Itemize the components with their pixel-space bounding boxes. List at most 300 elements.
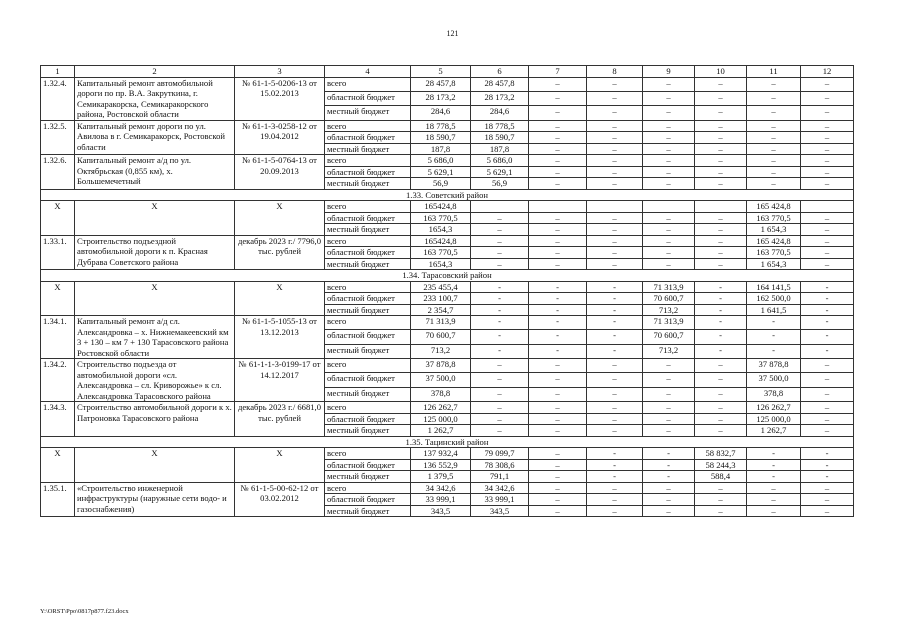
amount-cell: 18 778,5 <box>411 120 471 132</box>
amount-cell: - <box>471 293 529 305</box>
amount-cell: 713,2 <box>411 344 471 358</box>
amount-cell: – <box>643 212 695 224</box>
amount-cell: – <box>695 106 747 120</box>
row-number: 1.34.3. <box>41 402 75 437</box>
amount-cell: – <box>695 178 747 190</box>
amount-cell: - <box>471 316 529 330</box>
amount-cell: – <box>695 212 747 224</box>
amount-cell: – <box>529 471 587 483</box>
column-header: 8 <box>587 66 643 78</box>
amount-cell: – <box>695 425 747 437</box>
amount-cell: – <box>587 91 643 105</box>
amount-cell: – <box>471 235 529 247</box>
amount-cell: - <box>587 293 643 305</box>
amount-cell: – <box>695 482 747 494</box>
amount-cell: – <box>529 212 587 224</box>
amount-cell: – <box>643 505 695 517</box>
amount-cell: – <box>695 166 747 178</box>
amount-cell: – <box>747 505 801 517</box>
amount-cell: 79 099,7 <box>471 448 529 460</box>
amount-cell: 34 342,6 <box>471 482 529 494</box>
amount-cell: 70 600,7 <box>643 330 695 344</box>
amount-cell: - <box>695 316 747 330</box>
amount-cell: 284,6 <box>471 106 529 120</box>
amount-cell: - <box>587 459 643 471</box>
amount-cell: – <box>529 143 587 155</box>
funding-source: всего <box>325 201 411 213</box>
amount-cell: - <box>471 344 529 358</box>
funding-source: областной бюджет <box>325 132 411 144</box>
amount-cell: - <box>695 330 747 344</box>
amount-cell: - <box>587 330 643 344</box>
amount-cell: – <box>587 425 643 437</box>
table-row <box>41 155 854 167</box>
amount-cell: – <box>695 120 747 132</box>
funding-source: местный бюджет <box>325 304 411 316</box>
amount-cell: – <box>695 143 747 155</box>
amount-cell: – <box>471 425 529 437</box>
section-title: 1.33. Советский район <box>41 189 854 201</box>
row-number: 1.32.5. <box>41 120 75 155</box>
amount-cell: – <box>529 247 587 259</box>
funding-source: областной бюджет <box>325 91 411 105</box>
funding-source: всего <box>325 482 411 494</box>
amount-cell: – <box>471 258 529 270</box>
amount-cell: - <box>695 304 747 316</box>
budget-table <box>40 65 854 517</box>
amount-cell: – <box>587 505 643 517</box>
funding-source: местный бюджет <box>325 387 411 401</box>
amount-cell: – <box>529 258 587 270</box>
amount-cell: 58 832,7 <box>695 448 747 460</box>
amount-cell <box>695 201 747 213</box>
amount-cell: 70 600,7 <box>643 293 695 305</box>
amount-cell: - <box>529 304 587 316</box>
amount-cell: – <box>529 132 587 144</box>
amount-cell: 165424,8 <box>411 235 471 247</box>
amount-cell: 137 932,4 <box>411 448 471 460</box>
amount-cell: – <box>695 155 747 167</box>
footer-path: Y:\ORST\Ppo\0817p877.f23.docx <box>40 608 129 615</box>
amount-cell: - <box>529 330 587 344</box>
amount-cell: 18 590,7 <box>471 132 529 144</box>
section-title: 1.34. Тарасовский район <box>41 270 854 282</box>
amount-cell: 28 457,8 <box>411 77 471 91</box>
funding-source: местный бюджет <box>325 344 411 358</box>
amount-cell: - <box>471 330 529 344</box>
column-header: 3 <box>235 66 325 78</box>
amount-cell: – <box>529 482 587 494</box>
amount-cell: - <box>643 471 695 483</box>
row-number: Х <box>41 201 75 236</box>
amount-cell: – <box>801 373 854 387</box>
row-number: 1.35.1. <box>41 482 75 517</box>
amount-cell: – <box>695 247 747 259</box>
amount-cell: – <box>747 143 801 155</box>
amount-cell: 343,5 <box>411 505 471 517</box>
amount-cell: – <box>529 448 587 460</box>
table-row <box>41 316 854 330</box>
amount-cell: – <box>643 247 695 259</box>
amount-cell: - <box>587 281 643 293</box>
funding-source: местный бюджет <box>325 505 411 517</box>
document-ref: № 61-1-5-1055-13 от 13.12.2013 <box>235 316 325 359</box>
amount-cell: – <box>747 482 801 494</box>
amount-cell: – <box>643 143 695 155</box>
amount-cell: - <box>801 304 854 316</box>
funding-source: всего <box>325 235 411 247</box>
header-row <box>41 66 854 78</box>
amount-cell: – <box>587 106 643 120</box>
amount-cell: – <box>801 359 854 373</box>
funding-source: всего <box>325 316 411 330</box>
amount-cell: – <box>471 413 529 425</box>
amount-cell: – <box>801 91 854 105</box>
amount-cell: – <box>529 155 587 167</box>
table-row <box>41 201 854 213</box>
amount-cell: 5 629,1 <box>411 166 471 178</box>
amount-cell: – <box>695 387 747 401</box>
section-title: 1.35. Тацинский район <box>41 436 854 448</box>
document-ref: № 61-1-5-0764-13 от 20.09.2013 <box>235 155 325 190</box>
amount-cell: - <box>801 344 854 358</box>
amount-cell: 343,5 <box>471 505 529 517</box>
amount-cell <box>801 201 854 213</box>
amount-cell: – <box>587 77 643 91</box>
funding-source: местный бюджет <box>325 143 411 155</box>
amount-cell: – <box>801 120 854 132</box>
amount-cell: 37 878,8 <box>411 359 471 373</box>
amount-cell: – <box>801 425 854 437</box>
funding-source: местный бюджет <box>325 224 411 236</box>
amount-cell: – <box>587 155 643 167</box>
amount-cell: – <box>587 247 643 259</box>
row-number: 1.34.2. <box>41 359 75 402</box>
amount-cell: - <box>801 459 854 471</box>
amount-cell: – <box>801 235 854 247</box>
amount-cell: – <box>695 224 747 236</box>
amount-cell: 165 424,8 <box>747 235 801 247</box>
amount-cell: – <box>643 224 695 236</box>
object-name: «Строительство инженерной инфраструктуры (наружные сети водо- и газоснабжения) <box>75 482 235 517</box>
amount-cell: 187,8 <box>411 143 471 155</box>
amount-cell: – <box>529 166 587 178</box>
amount-cell: - <box>471 281 529 293</box>
amount-cell: - <box>747 316 801 330</box>
row-number: Х <box>41 448 75 483</box>
amount-cell <box>529 201 587 213</box>
amount-cell: 58 244,3 <box>695 459 747 471</box>
table-row <box>41 482 854 494</box>
amount-cell: 378,8 <box>411 387 471 401</box>
amount-cell: - <box>695 344 747 358</box>
amount-cell: 713,2 <box>643 344 695 358</box>
amount-cell: – <box>529 178 587 190</box>
amount-cell: – <box>801 258 854 270</box>
amount-cell: – <box>587 212 643 224</box>
amount-cell: – <box>587 258 643 270</box>
document-ref: № 61-1-3-0258-12 от 19.04.2012 <box>235 120 325 155</box>
amount-cell: - <box>801 281 854 293</box>
amount-cell: – <box>529 120 587 132</box>
amount-cell: 28 173,2 <box>411 91 471 105</box>
funding-source: областной бюджет <box>325 330 411 344</box>
amount-cell: – <box>529 413 587 425</box>
document-ref: № 61-1-5-0206-13 от 15.02.2013 <box>235 77 325 120</box>
amount-cell: - <box>587 471 643 483</box>
amount-cell: 78 308,6 <box>471 459 529 471</box>
amount-cell: 34 342,6 <box>411 482 471 494</box>
amount-cell: – <box>587 413 643 425</box>
amount-cell: - <box>747 344 801 358</box>
amount-cell: – <box>529 235 587 247</box>
amount-cell: – <box>695 402 747 414</box>
amount-cell: 1 379,5 <box>411 471 471 483</box>
amount-cell: – <box>801 166 854 178</box>
amount-cell: – <box>643 178 695 190</box>
funding-source: местный бюджет <box>325 178 411 190</box>
amount-cell: 235 455,4 <box>411 281 471 293</box>
amount-cell: – <box>529 91 587 105</box>
amount-cell: – <box>471 387 529 401</box>
section-row <box>41 270 854 282</box>
amount-cell: – <box>747 77 801 91</box>
table-row <box>41 448 854 460</box>
amount-cell: 18 590,7 <box>411 132 471 144</box>
amount-cell: – <box>747 132 801 144</box>
table-row <box>41 235 854 247</box>
amount-cell: 1 654,3 <box>747 258 801 270</box>
amount-cell: 187,8 <box>471 143 529 155</box>
amount-cell: - <box>529 316 587 330</box>
amount-cell: – <box>695 494 747 506</box>
funding-source: всего <box>325 155 411 167</box>
amount-cell: – <box>587 387 643 401</box>
amount-cell: - <box>471 304 529 316</box>
funding-source: всего <box>325 120 411 132</box>
document-ref: Х <box>235 281 325 316</box>
amount-cell: - <box>801 293 854 305</box>
amount-cell: – <box>643 359 695 373</box>
amount-cell <box>587 201 643 213</box>
amount-cell: – <box>747 494 801 506</box>
funding-source: областной бюджет <box>325 373 411 387</box>
amount-cell: – <box>587 132 643 144</box>
amount-cell: - <box>529 281 587 293</box>
amount-cell: – <box>587 235 643 247</box>
amount-cell: – <box>801 224 854 236</box>
amount-cell: 1 262,7 <box>411 425 471 437</box>
funding-source: местный бюджет <box>325 471 411 483</box>
amount-cell: – <box>695 373 747 387</box>
amount-cell: – <box>529 425 587 437</box>
amount-cell: – <box>643 155 695 167</box>
amount-cell: – <box>801 505 854 517</box>
amount-cell: – <box>801 106 854 120</box>
amount-cell: – <box>529 224 587 236</box>
amount-cell: – <box>529 387 587 401</box>
amount-cell: 5 686,0 <box>411 155 471 167</box>
amount-cell: – <box>801 132 854 144</box>
column-header: 11 <box>747 66 801 78</box>
funding-source: всего <box>325 402 411 414</box>
amount-cell: 2 354,7 <box>411 304 471 316</box>
amount-cell: - <box>747 330 801 344</box>
amount-cell <box>471 201 529 213</box>
column-header: 9 <box>643 66 695 78</box>
amount-cell: 125 000,0 <box>411 413 471 425</box>
amount-cell: – <box>587 359 643 373</box>
amount-cell: – <box>471 359 529 373</box>
amount-cell: – <box>695 359 747 373</box>
amount-cell: 125 000,0 <box>747 413 801 425</box>
amount-cell: – <box>801 413 854 425</box>
amount-cell: – <box>643 482 695 494</box>
object-name: Капитальный ремонт автомобильной дороги по пр. В.А. Закруткина, г. Семикаракорска, Семикаракорского района, Ростовской области <box>75 77 235 120</box>
amount-cell: 1 262,7 <box>747 425 801 437</box>
amount-cell: – <box>529 505 587 517</box>
amount-cell: – <box>695 91 747 105</box>
table-body <box>41 66 854 517</box>
amount-cell: – <box>643 494 695 506</box>
row-number: Х <box>41 281 75 316</box>
table-row <box>41 359 854 373</box>
funding-source: областной бюджет <box>325 166 411 178</box>
amount-cell: 164 141,5 <box>747 281 801 293</box>
amount-cell: – <box>695 235 747 247</box>
amount-cell: 5 629,1 <box>471 166 529 178</box>
amount-cell: - <box>801 316 854 330</box>
row-number: 1.32.6. <box>41 155 75 190</box>
amount-cell: - <box>801 471 854 483</box>
amount-cell: 71 313,9 <box>643 316 695 330</box>
amount-cell: - <box>801 330 854 344</box>
document-ref: № 61-1-1-3-0199-17 от 14.12.2017 <box>235 359 325 402</box>
amount-cell: 588,4 <box>695 471 747 483</box>
document-ref: Х <box>235 201 325 236</box>
object-name: Х <box>75 448 235 483</box>
amount-cell: 33 999,1 <box>471 494 529 506</box>
column-header: 12 <box>801 66 854 78</box>
amount-cell: 37 878,8 <box>747 359 801 373</box>
amount-cell: – <box>801 247 854 259</box>
amount-cell: – <box>529 359 587 373</box>
amount-cell: – <box>643 387 695 401</box>
amount-cell: 378,8 <box>747 387 801 401</box>
amount-cell: – <box>587 224 643 236</box>
amount-cell: 56,9 <box>411 178 471 190</box>
amount-cell: – <box>529 459 587 471</box>
amount-cell: – <box>801 402 854 414</box>
amount-cell: 71 313,9 <box>643 281 695 293</box>
page-number: 121 <box>446 29 459 38</box>
amount-cell: – <box>643 235 695 247</box>
amount-cell: - <box>529 293 587 305</box>
amount-cell: – <box>587 178 643 190</box>
table-row <box>41 77 854 91</box>
amount-cell: – <box>801 155 854 167</box>
amount-cell: 284,6 <box>411 106 471 120</box>
amount-cell: – <box>801 494 854 506</box>
amount-cell <box>643 201 695 213</box>
amount-cell: - <box>529 344 587 358</box>
amount-cell: – <box>747 120 801 132</box>
funding-source: всего <box>325 281 411 293</box>
funding-source: местный бюджет <box>325 258 411 270</box>
amount-cell: 163 770,5 <box>747 212 801 224</box>
amount-cell: – <box>471 373 529 387</box>
amount-cell: – <box>643 132 695 144</box>
amount-cell: 791,1 <box>471 471 529 483</box>
amount-cell: – <box>529 494 587 506</box>
amount-cell: – <box>587 402 643 414</box>
row-number: 1.33.1. <box>41 235 75 270</box>
amount-cell: 126 262,7 <box>411 402 471 414</box>
object-name: Строительство автомобильной дороги к х. Патроновка Тарасовского района <box>75 402 235 437</box>
amount-cell: – <box>643 425 695 437</box>
document-ref: Х <box>235 448 325 483</box>
amount-cell: 1 654,3 <box>747 224 801 236</box>
amount-cell: – <box>643 106 695 120</box>
document-ref: декабрь 2023 г./ 7796,0 тыс. рублей <box>235 235 325 270</box>
funding-source: местный бюджет <box>325 106 411 120</box>
funding-source: областной бюджет <box>325 413 411 425</box>
amount-cell: 18 778,5 <box>471 120 529 132</box>
amount-cell: – <box>471 247 529 259</box>
amount-cell: 1 641,5 <box>747 304 801 316</box>
funding-source: областной бюджет <box>325 293 411 305</box>
amount-cell: 28 173,2 <box>471 91 529 105</box>
column-header: 5 <box>411 66 471 78</box>
table-row <box>41 402 854 414</box>
table-row <box>41 120 854 132</box>
object-name: Строительство подъездной автомобильной дороги к п. Красная Дубрава Советского района <box>75 235 235 270</box>
funding-source: всего <box>325 77 411 91</box>
funding-source: областной бюджет <box>325 459 411 471</box>
object-name: Строительство подъезда от автомобильной дороги «сл. Александровка – сл. Криворожье» к сл. Александровка Тарасовского района <box>75 359 235 402</box>
document-ref: декабрь 2023 г./ 6681,0 тыс. рублей <box>235 402 325 437</box>
funding-source: всего <box>325 448 411 460</box>
amount-cell: - <box>587 304 643 316</box>
amount-cell: – <box>471 402 529 414</box>
amount-cell: 163 770,5 <box>411 247 471 259</box>
amount-cell: - <box>747 459 801 471</box>
amount-cell: – <box>747 178 801 190</box>
amount-cell: 136 552,9 <box>411 459 471 471</box>
amount-cell: – <box>529 77 587 91</box>
funding-source: местный бюджет <box>325 425 411 437</box>
amount-cell: – <box>587 494 643 506</box>
amount-cell: – <box>643 402 695 414</box>
amount-cell: – <box>695 258 747 270</box>
amount-cell: 71 313,9 <box>411 316 471 330</box>
amount-cell: – <box>643 258 695 270</box>
amount-cell: - <box>587 316 643 330</box>
object-name: Х <box>75 281 235 316</box>
amount-cell: – <box>587 143 643 155</box>
amount-cell: – <box>529 373 587 387</box>
amount-cell: – <box>801 178 854 190</box>
amount-cell: - <box>747 471 801 483</box>
amount-cell: 713,2 <box>643 304 695 316</box>
amount-cell: – <box>643 373 695 387</box>
funding-source: областной бюджет <box>325 494 411 506</box>
amount-cell: 162 500,0 <box>747 293 801 305</box>
amount-cell: 1654,3 <box>411 224 471 236</box>
amount-cell: – <box>587 166 643 178</box>
amount-cell: – <box>643 120 695 132</box>
amount-cell: - <box>695 293 747 305</box>
